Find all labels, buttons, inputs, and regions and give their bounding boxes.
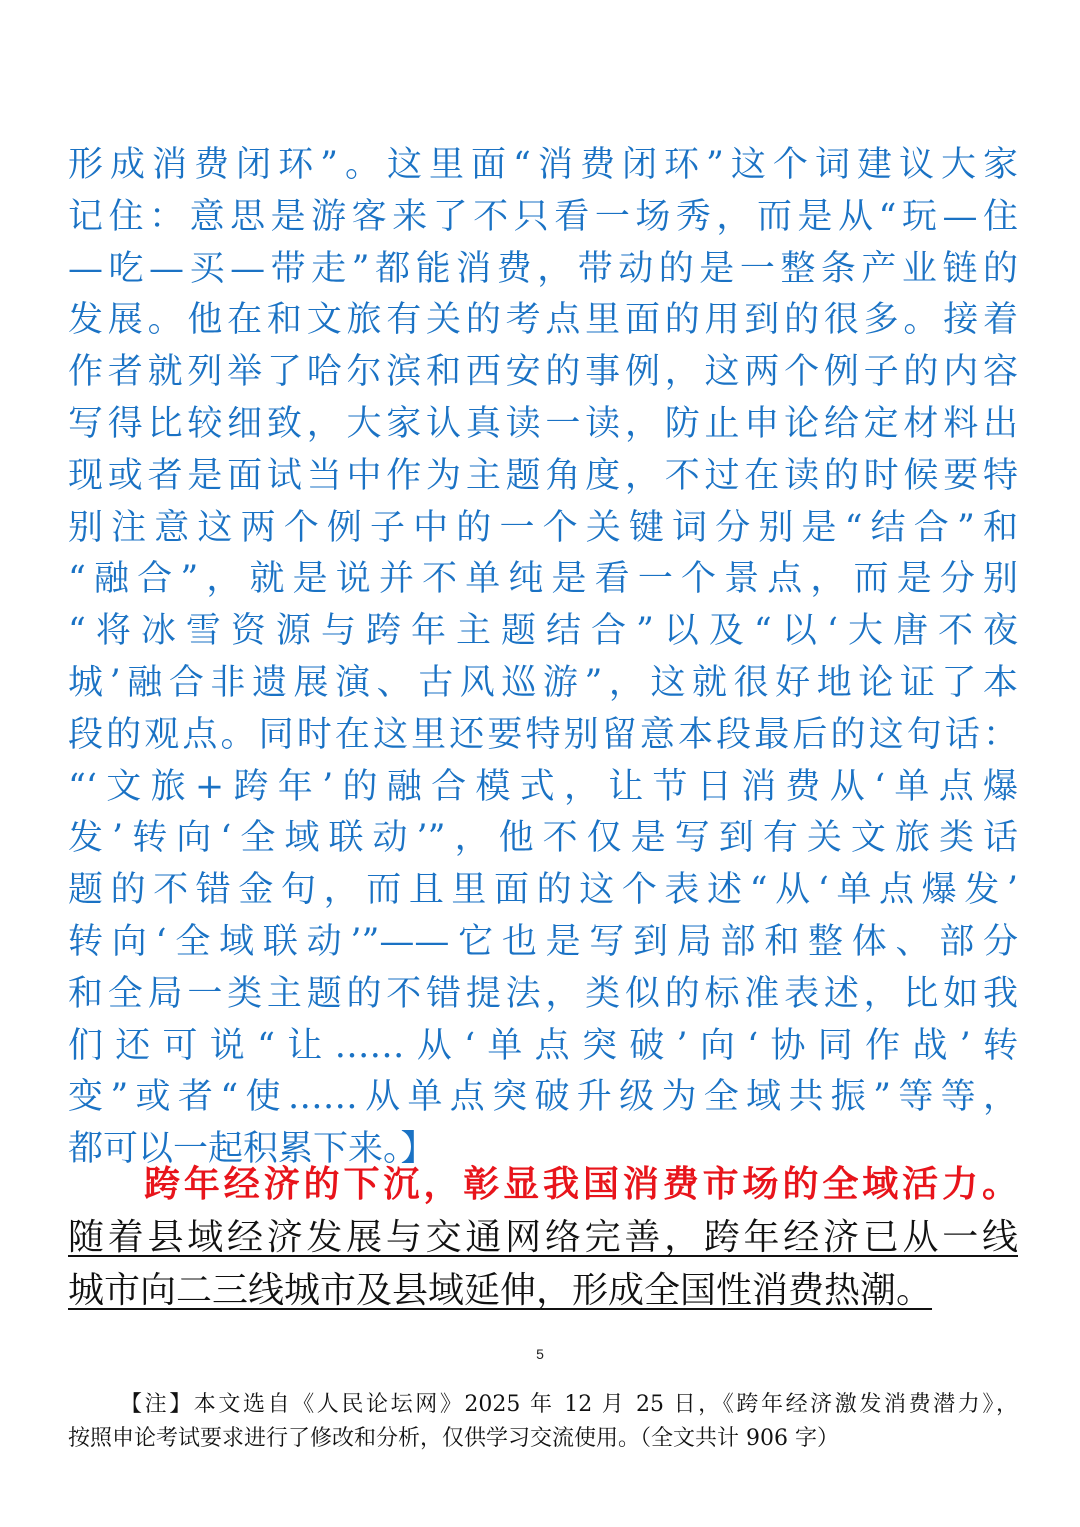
analysis-line: 发展。他在和文旅有关的考点里面的用到的很多。接着 bbox=[68, 300, 1018, 341]
analysis-line: “将冰雪资源与跨年主题结合”以及“以‘大唐不夜 bbox=[68, 611, 1018, 652]
analysis-line: 题的不错金句，而且里面的这个表述“从‘单点爆发’ bbox=[68, 870, 1018, 911]
analysis-line: 都可以一起积累下来。】 bbox=[68, 1129, 436, 1170]
analysis-line: 别注意这两个例子中的一个关键词分别是“结合”和 bbox=[68, 507, 1018, 548]
analysis-line: 现或者是面试当中作为主题角度，不过在读的时候要特 bbox=[68, 455, 1018, 496]
analysis-line: 转向‘全域联动’”——它也是写到局部和整体、部分 bbox=[68, 921, 1018, 962]
analysis-line: “融合”，就是说并不单纯是看一个景点，而是分别 bbox=[68, 559, 1018, 600]
analysis-line: 发’转向‘全域联动’”，他不仅是写到有关文旅类话 bbox=[68, 818, 1018, 859]
source-note bbox=[68, 1388, 1018, 1456]
analysis-line: 们还可说“让……从‘单点突破’向‘协同作战’转 bbox=[68, 1025, 1018, 1066]
analysis-line: 段的观点。同时在这里还要特别留意本段最后的这句话： bbox=[68, 714, 1018, 755]
page-number: 5 bbox=[536, 1346, 544, 1362]
analysis-line: 记住：意思是游客来了不只看一场秀，而是从“玩—住 bbox=[68, 196, 1018, 237]
analysis-line: 形成消费闭环”。这里面“消费闭环”这个词建议大家 bbox=[68, 145, 1018, 185]
underlined-line: 城市向二三线城市及县域延伸，形成全国性消费热潮。 bbox=[68, 1270, 933, 1311]
analysis-line: 作者就列举了哈尔滨和西安的事例，这两个例子的内容 bbox=[68, 352, 1018, 393]
underlined-line: 随着县域经济发展与交通网络完善，跨年经济已从一线 bbox=[68, 1217, 1018, 1258]
analysis-line: —吃—买—带走”都能消费，带动的是一整条产业链的 bbox=[68, 248, 1018, 289]
note-line: 【注】本文选自《人民论坛网》2025 年 12 月 25 日，《跨年经济激发消费潜力》， bbox=[120, 1392, 1018, 1417]
analysis-paragraph bbox=[68, 140, 1018, 1176]
topic-sentence: 跨年经济的下沉，彰显我国消费市场的全域活力。 bbox=[144, 1163, 1018, 1205]
analysis-line: “‘文旅+跨年’的融合模式，让节日消费从‘单点爆 bbox=[68, 766, 1018, 807]
material-paragraph bbox=[68, 1158, 1018, 1317]
analysis-line: 变”或者“使……从单点突破升级为全域共振”等等， bbox=[68, 1077, 1018, 1118]
analysis-line: 城’融合非遗展演、古风巡游”，这就很好地论证了本 bbox=[68, 662, 1018, 703]
analysis-line: 写得比较细致，大家认真读一读，防止申论给定材料出 bbox=[68, 403, 1018, 444]
analysis-line: 和全局一类主题的不错提法，类似的标准表述，比如我 bbox=[68, 973, 1018, 1014]
note-line: 按照申论考试要求进行了修改和分析，仅供学习交流使用。（全文共计 906 字） bbox=[68, 1426, 839, 1451]
